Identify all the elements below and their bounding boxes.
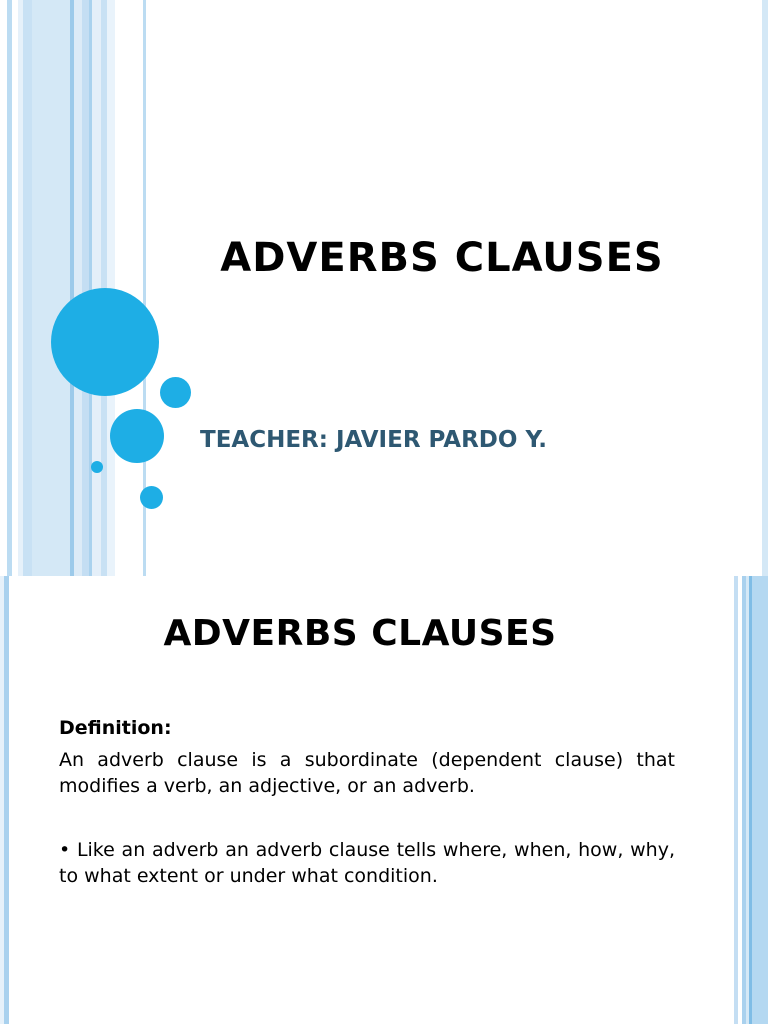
decor-stripe (74, 0, 82, 576)
slide2-title: ADVERBS CLAUSES (163, 613, 557, 654)
bullet-paragraph: • Like an adverb an adverb clause tells where, when, how, why, to what extent or under what condition. (59, 839, 675, 887)
decor-stripe (752, 576, 768, 1024)
decor-stripe (7, 0, 12, 576)
slide1-title: ADVERBS CLAUSES (220, 235, 664, 281)
definition-paragraph: An adverb clause is a subordinate (dependent clause) that modifies a verb, an adjective, or an adverb. (59, 749, 675, 797)
decor-stripe (82, 0, 89, 576)
decor-circle-large (51, 288, 159, 396)
teacher-subtitle: TEACHER: JAVIER PARDO Y. (200, 427, 548, 453)
content-slide (0, 576, 768, 1024)
decor-stripe (762, 0, 768, 576)
decor-stripe (23, 0, 32, 576)
definition-label: Definition: (59, 717, 172, 739)
decor-stripe (32, 0, 70, 576)
decor-circle (91, 461, 103, 473)
decor-stripe (4, 576, 9, 1024)
decor-circle (140, 486, 163, 509)
decor-circle (110, 409, 164, 463)
decor-circle (160, 377, 191, 408)
